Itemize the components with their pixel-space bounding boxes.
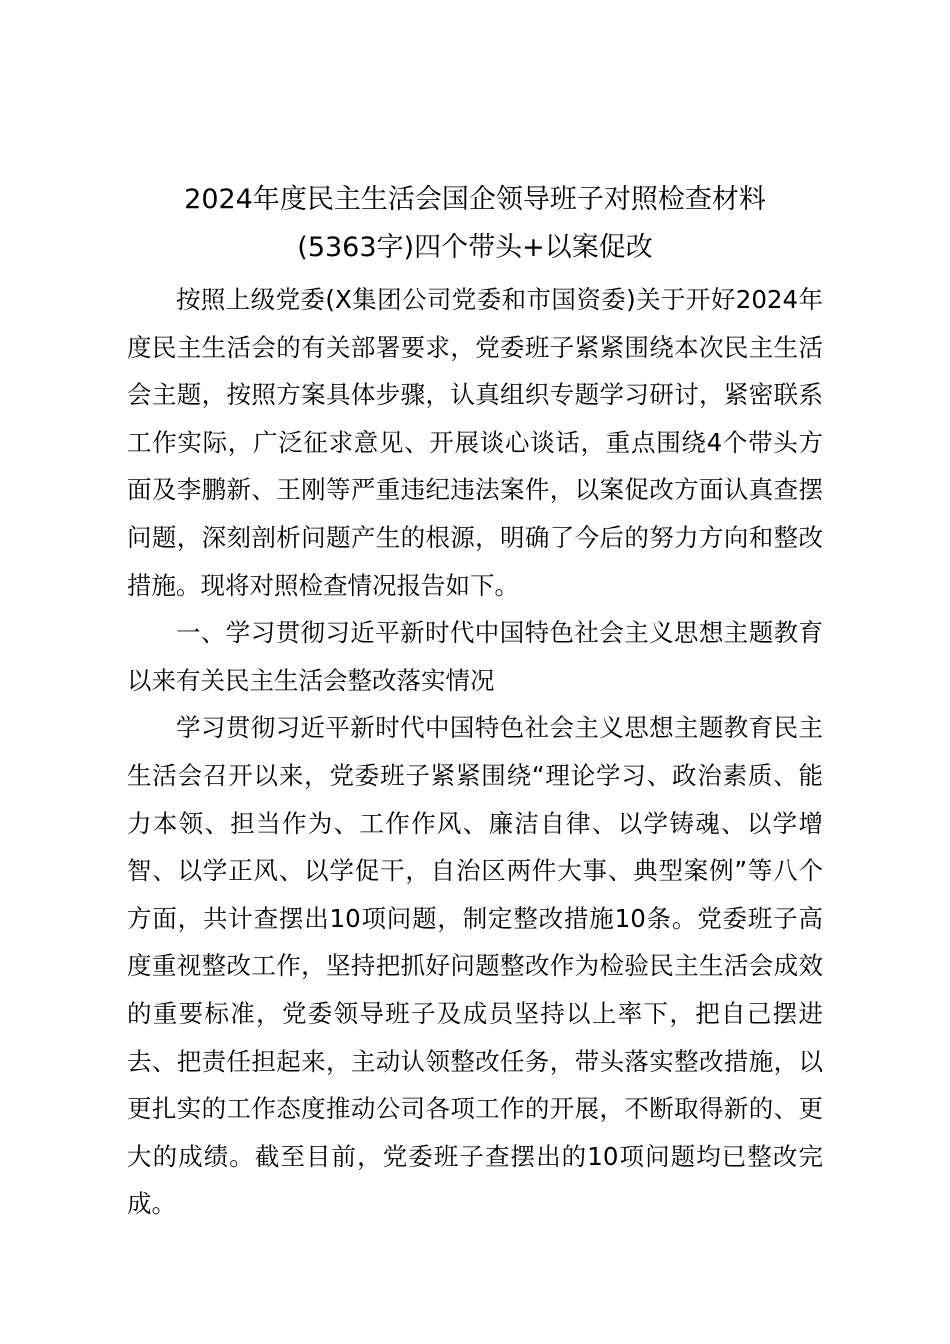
intro-paragraph: 按照上级党委(X集团公司党委和市国资委)关于开好2024年度民主生活会的有关部署要求，党委班子紧紧围绕本次民主生活会主题，按照方案具体步骤，认真组织专题学习研讨，紧密联系工作实际，广泛征求意见、开展谈心谈话，重点围绕4个带头方面及李鹏新、王刚等严重违纪违法案件，以案促改方面认真查摆问题，深刻剖析问题产生的根源，明确了今后的努力方向和整改措施。现将对照检查情况报告如下。	[127, 285, 823, 600]
section-1-paragraph: 学习贯彻习近平新时代中国特色社会主义思想主题教育民主生活会召开以来，党委班子紧紧围绕“理论学习、政治素质、能力本领、担当作为、工作作风、廉洁自律、以学铸魂、以学增智、以学正风、以学促干，自治区两件大事、典型案例”等八个方面，共计查摆出10项问题，制定整改措施10条。党委班子高度重视整改工作，坚持把抓好问题整改作为检验民主生活会成效的重要标准，党委领导班子及成员坚持以上率下，把自己摆进去、把责任担起来，主动认领整改任务，带头落实整改措施，以更扎实的工作态度推动公司各项工作的开展，不断取得新的、更大的成绩。截至目前，党委班子查摆出的10项问题均已整改完成。	[127, 713, 823, 1219]
document-title-line-1: 2024年度民主生活会国企领导班子对照检查材料	[184, 184, 766, 215]
section-heading-1: 一、学习贯彻习近平新时代中国特色社会主义思想主题教育以来有关民主生活会整改落实情况	[127, 618, 823, 695]
document-body	[127, 276, 823, 1228]
document-title-line-2: (5363字)四个带头+以案促改	[297, 232, 653, 263]
